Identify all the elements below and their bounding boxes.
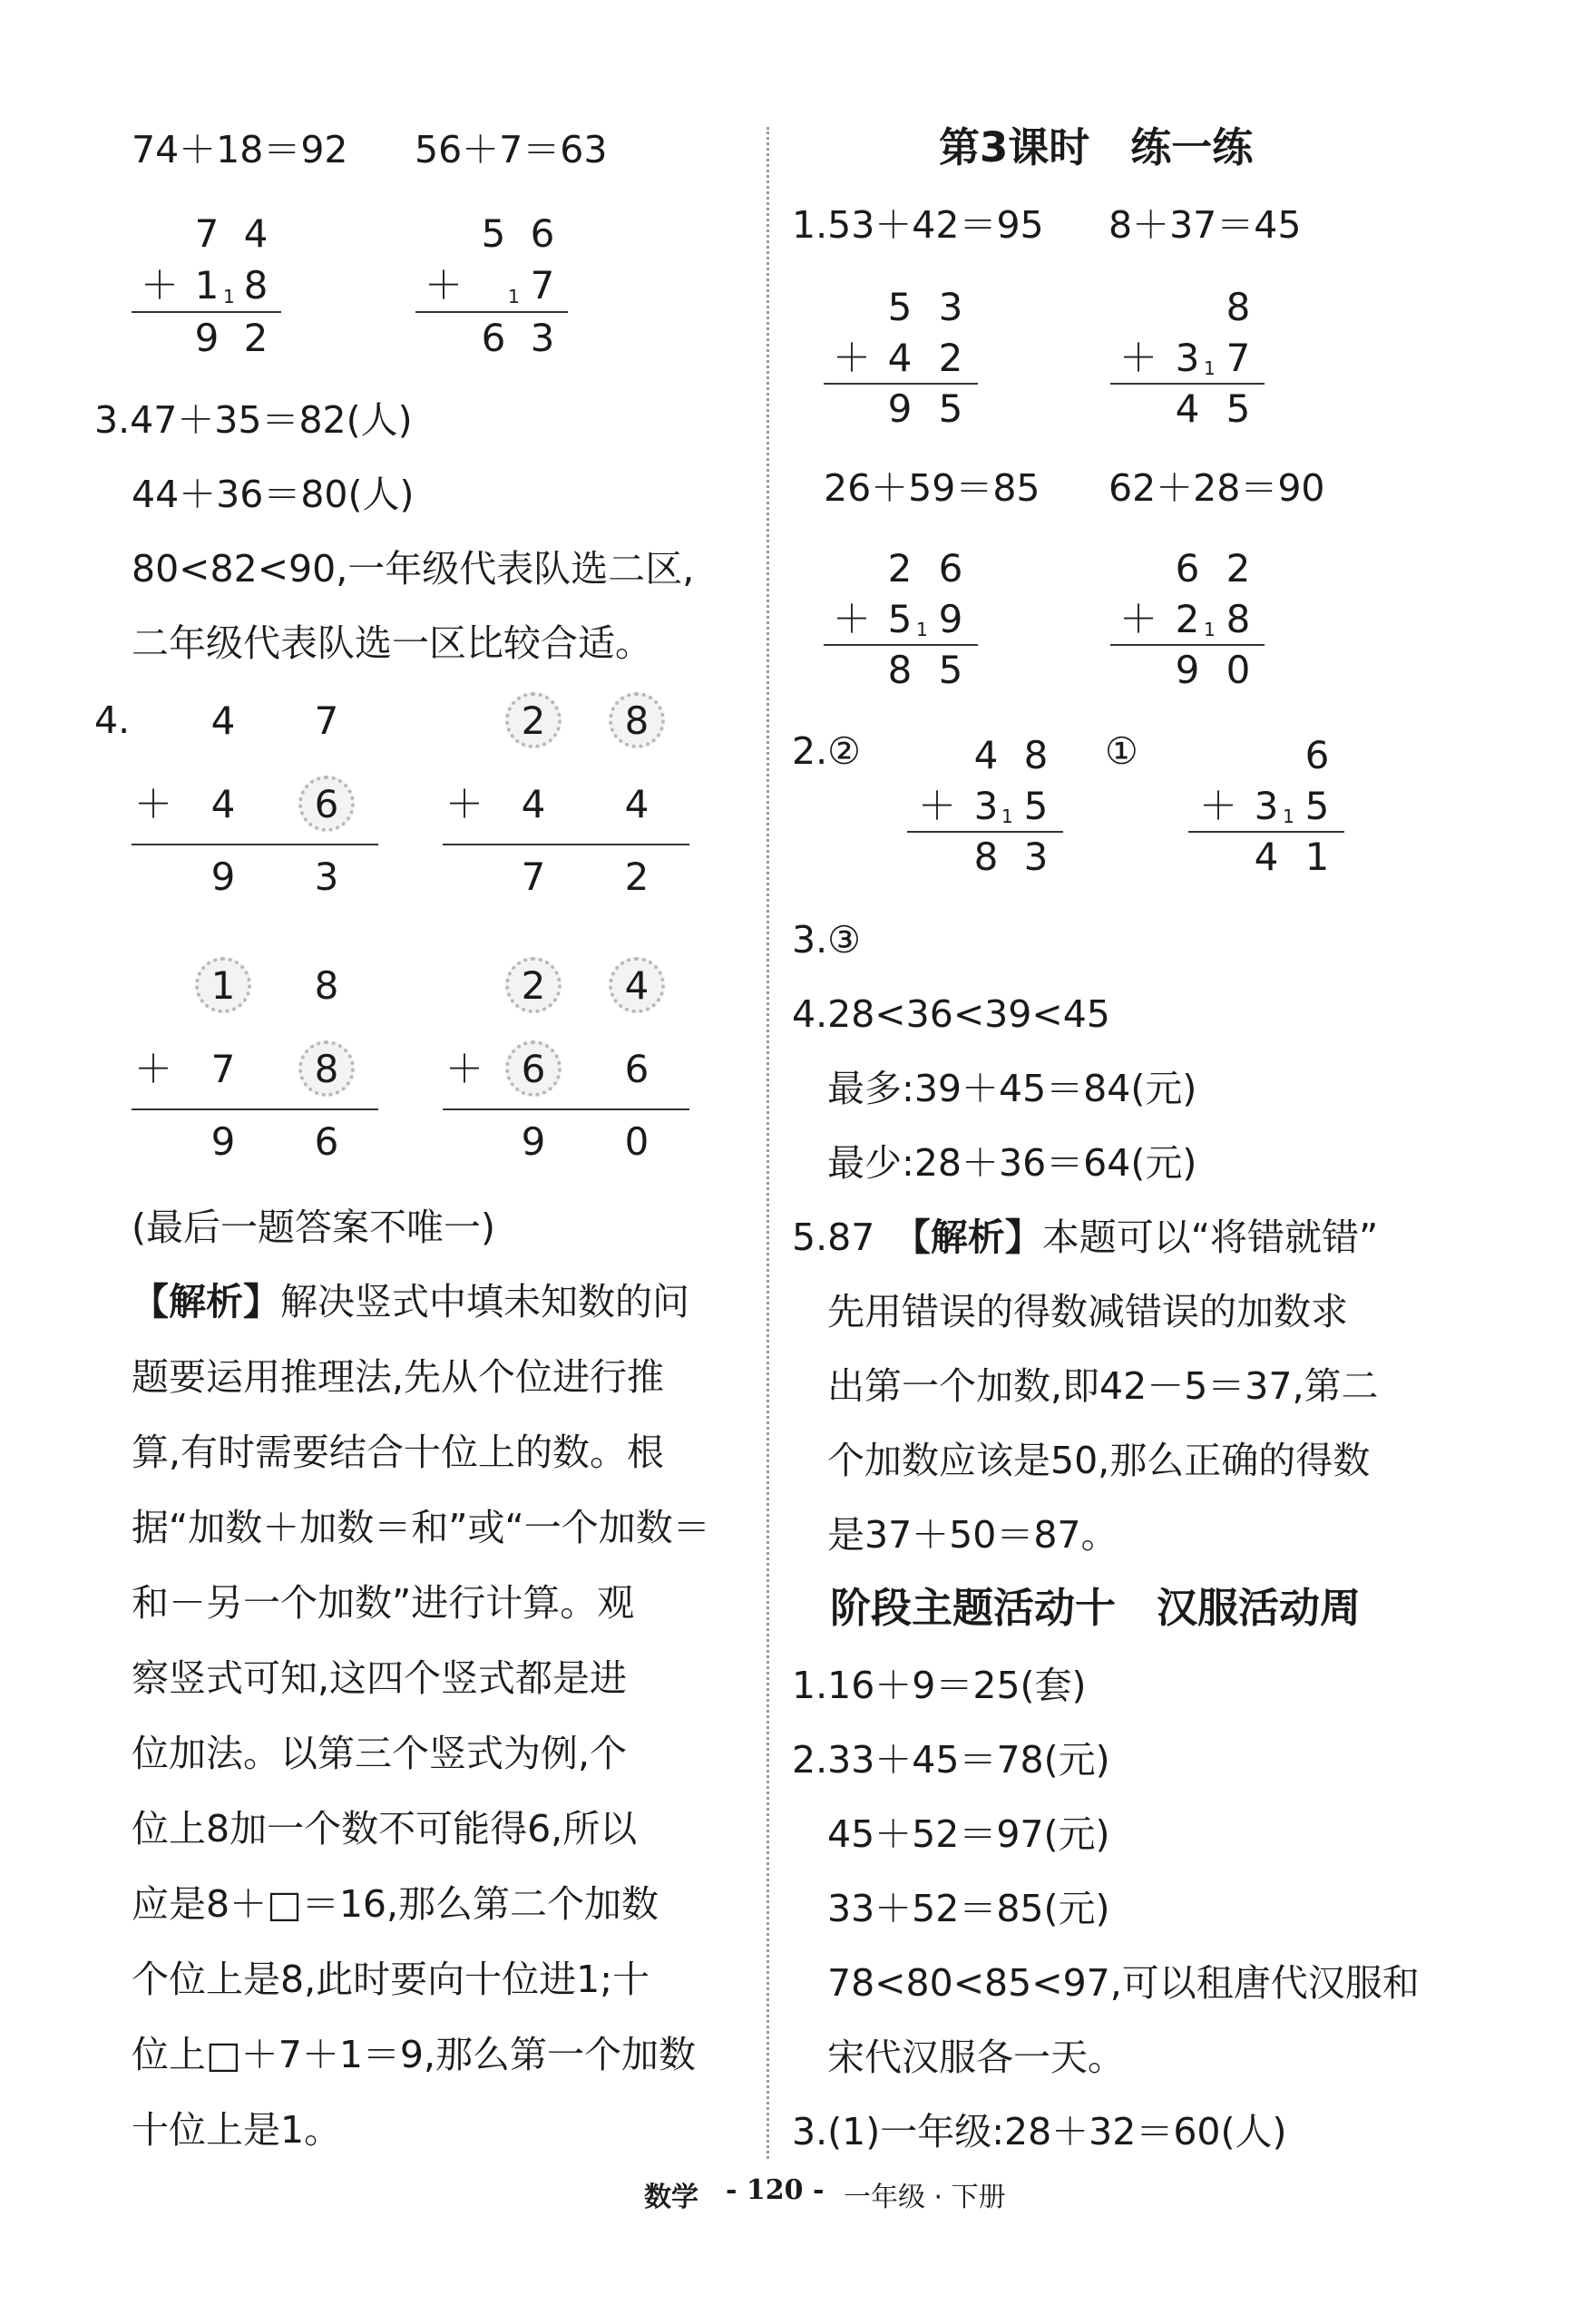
q3-line4: 二年级代表队选一区比较合适。 [132, 621, 652, 665]
q4-line2: 最多:39＋45＝84(元) [827, 1067, 1197, 1110]
q5-line1: 5.87 【解析】本题可以“将错就错” [792, 1216, 1379, 1259]
analysis-tag: 【解析】 [132, 1280, 280, 1323]
q4-line3: 最少:28＋36＝64(元) [827, 1141, 1197, 1185]
lesson-title: 第3课时 练一练 [939, 123, 1254, 171]
analysis-line-8: 位上8加一个数不可能得6,所以 [132, 1807, 638, 1850]
s2-line3: 33＋52＝85(元) [827, 1887, 1110, 1930]
column-divider [767, 127, 769, 2159]
analysis-line-3: 算,有时需要结合十位上的数。根 [132, 1431, 665, 1474]
analysis-line-2: 题要运用推理法,先从个位进行推 [132, 1355, 665, 1399]
analysis-line-6: 察竖式可知,这四个竖式都是进 [132, 1656, 628, 1700]
analysis-line-5: 和－另一个加数”进行计算。观 [132, 1581, 635, 1625]
q1-eq-53-42: 1.53＋42＝95 [792, 203, 1044, 247]
section-title: 阶段主题活动十 汉服活动周 [830, 1584, 1362, 1632]
q5-line3: 出第一个加数,即42－5＝37,第二 [827, 1364, 1379, 1408]
q2-label: 2.② [792, 729, 861, 773]
q5-line2: 先用错误的得数减错误的加数求 [827, 1290, 1348, 1333]
s2-line5: 宋代汉服各一天。 [827, 2036, 1125, 2079]
q3-line1: 3.47＋35＝82(人) [94, 398, 413, 442]
q5-line5: 是37＋50＝87。 [827, 1513, 1118, 1557]
footer-grade: 一年级 · 下册 [844, 2182, 1006, 2213]
q3-line2: 44＋36＝80(人) [132, 473, 415, 516]
s2-line4: 78<80<85<97,可以租唐代汉服和 [827, 1961, 1420, 2005]
s2-line2: 45＋52＝97(元) [827, 1812, 1110, 1856]
q5-tag: 【解析】 [912, 1216, 1042, 1259]
q2-label-b: ① [1105, 729, 1138, 773]
s2-line1: 2.33＋45＝78(元) [792, 1738, 1110, 1782]
q1-eq-26-59: 26＋59＝85 [824, 466, 1040, 510]
s3-line1: 3.(1)一年级:28＋32＝60(人) [792, 2110, 1287, 2153]
analysis-line-4: 据“加数＋加数＝和”或“一个加数＝ [132, 1506, 710, 1549]
q5-line4: 个加数应该是50,那么正确的得数 [827, 1439, 1371, 1482]
q1-eq-62-28: 62＋28＝90 [1109, 466, 1325, 510]
q3-line3: 80<82<90,一年级代表队选二区, [132, 547, 695, 591]
note-not-unique: (最后一题答案不唯一) [132, 1206, 495, 1249]
s1-answer: 1.16＋9＝25(套) [792, 1664, 1087, 1707]
footer-subject: 数学 [644, 2182, 698, 2213]
analysis-line-11: 位上□＋7＋1＝9,那么第一个加数 [132, 2033, 697, 2076]
q1-eq-8-37: 8＋37＝45 [1109, 203, 1302, 247]
analysis-line-7: 位加法。以第三个竖式为例,个 [132, 1732, 628, 1775]
analysis-line-9: 应是8＋□＝16,那么第二个加数 [132, 1882, 659, 1926]
analysis-line-12: 十位上是1。 [132, 2108, 342, 2152]
q4-label: 4. [94, 698, 131, 742]
footer-page-number: - 120 - [726, 2174, 825, 2206]
q4-line1: 4.28<36<39<45 [792, 992, 1110, 1036]
analysis-line-10: 个位上是8,此时要向十位进1;十 [132, 1958, 650, 2001]
eq-56-7: 56＋7＝63 [415, 128, 608, 171]
analysis-line-1: 【解析】解决竖式中填未知数的问 [132, 1280, 689, 1323]
eq-74-18: 74＋18＝92 [132, 128, 348, 171]
q3-answer: 3.③ [792, 918, 861, 962]
